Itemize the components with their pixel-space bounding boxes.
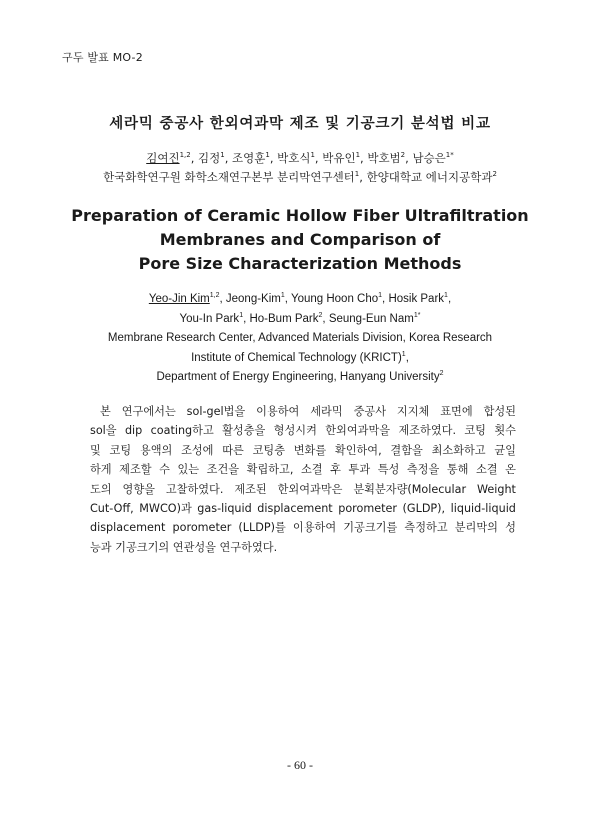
- abstract-word: 제조된: [234, 482, 267, 496]
- abstract-line: [90, 499, 516, 518]
- abstract-word: 따른: [222, 443, 244, 457]
- abstract-word: porometer: [338, 502, 398, 516]
- author-affil-sup: 2: [318, 311, 323, 319]
- author-separator: ,: [314, 151, 323, 165]
- abstract-word: 표면에: [440, 405, 473, 418]
- english-title-line: Pore Size Characterization Methods: [138, 254, 462, 273]
- abstract-word: 코팅층: [252, 443, 285, 457]
- author-name: Jeong-Kim: [225, 293, 281, 305]
- abstract-word: liquid-liquid: [450, 502, 516, 516]
- author-separator: ,: [269, 151, 278, 165]
- abstract-word: Cut-Off,: [90, 502, 134, 516]
- abstract-word: 후: [330, 463, 341, 477]
- abstract-word: 형성시켜: [273, 424, 317, 438]
- english-authors-line-1: [0, 290, 600, 310]
- author-separator: ,: [382, 293, 389, 305]
- author-affil-sup: 1,2: [179, 151, 191, 160]
- author-affil-sup: 1*: [445, 151, 454, 160]
- author-affil-sup: 1: [444, 292, 448, 300]
- abstract-word: 기공크기를: [343, 521, 398, 535]
- abstract-word: 이용하여: [292, 521, 337, 535]
- author-affil-sup: 1,2: [209, 292, 220, 300]
- author-name: Hosik Park: [388, 293, 445, 305]
- abstract-line: [90, 460, 516, 479]
- abstract-word: (GLDP),: [402, 502, 446, 516]
- author-name: Young Hoon Cho: [290, 293, 379, 305]
- author-name: 김정: [198, 151, 221, 165]
- english-affiliation-line-2: [0, 349, 600, 369]
- page-number: - 60 -: [287, 758, 313, 772]
- abstract-word: sol을: [90, 424, 117, 438]
- korean-affiliation: [0, 169, 600, 185]
- abstract-word: 이용하여: [256, 405, 300, 418]
- abstract-word: 세라믹: [310, 405, 343, 418]
- abstract-word: porometer: [172, 521, 232, 535]
- author-name: 김여진: [146, 151, 180, 165]
- english-title-line: Preparation of Ceramic Hollow Fiber Ultrafiltration: [71, 206, 529, 225]
- abstract-word: Weight: [476, 482, 516, 496]
- author-affil-sup: 1: [310, 151, 315, 160]
- author-name: 박호범: [367, 151, 401, 165]
- english-authors-line-2: [0, 310, 600, 330]
- abstract-word: gas-liquid: [197, 502, 252, 516]
- abstract-word: 성: [505, 521, 516, 535]
- affiliation-2-sup: 2: [492, 170, 497, 179]
- author-separator: ,: [284, 293, 291, 305]
- affiliation-sup: 2: [439, 370, 444, 378]
- abstract-word: 용액의: [139, 443, 173, 457]
- author-name: 박호식: [277, 151, 311, 165]
- author-name: Yeo-Jin Kim: [148, 293, 210, 305]
- abstract-word: 통해: [446, 463, 469, 477]
- korean-title: 세라믹 중공사 한외여과막 제조 및 기공크기 분석법 비교: [109, 116, 491, 132]
- affiliation-end: ,: [405, 351, 409, 364]
- abstract-word: displacement: [257, 502, 333, 516]
- affiliation-text: Institute of Chemical Technology (KRICT): [191, 351, 402, 364]
- abstract-word: 분리막의: [454, 521, 498, 535]
- abstract-word: 변화를: [293, 443, 327, 457]
- author-separator: ,: [219, 293, 226, 305]
- abstract-word: 측정을: [406, 463, 440, 477]
- abstract-word: 한외여과막은: [277, 482, 343, 496]
- abstract-word: displacement: [90, 521, 166, 535]
- english-affiliation-line-3: [0, 368, 600, 388]
- abstract-word: 횟수: [494, 424, 516, 438]
- abstract-word: 활성층을: [222, 424, 266, 438]
- abstract-word: 제조할: [119, 463, 152, 477]
- abstract-word: 지지체: [396, 405, 430, 418]
- author-name: 남승은: [412, 151, 446, 165]
- author-affil-sup: 1*: [413, 311, 421, 319]
- abstract-line: [90, 480, 516, 499]
- abstract-word: 결함을: [390, 443, 423, 457]
- abstract-word: 확립하고,: [246, 463, 294, 477]
- abstract-word: 고찰하였다.: [165, 482, 224, 496]
- author-name: Seung-Eun Nam: [328, 312, 414, 325]
- author-affil-sup: 1: [355, 151, 361, 160]
- abstract-word: 균일: [494, 443, 516, 457]
- english-authors-affiliation: [0, 290, 600, 388]
- author-separator: ,: [190, 151, 199, 165]
- abstract-word: 특성: [377, 463, 400, 477]
- english-title-line: Membranes and Comparison of: [159, 230, 441, 249]
- abstract-word: 분획분자량(Molecular: [353, 482, 467, 496]
- author-affil-sup: 1: [280, 292, 285, 300]
- affiliation-1-sup: 1: [354, 170, 360, 179]
- author-separator: ,: [447, 293, 452, 305]
- author-separator: ,: [224, 151, 233, 165]
- abstract-word: 연구에서는: [121, 405, 176, 418]
- abstract-word: 하게: [90, 463, 112, 477]
- abstract-word: 중공사: [353, 405, 386, 418]
- english-title: [0, 204, 600, 276]
- abstract-line: [90, 421, 516, 440]
- abstract-word: 합성된: [483, 405, 516, 418]
- author-affil-sup: 2: [400, 151, 406, 160]
- abstract-line: [90, 441, 516, 460]
- author-separator: ,: [243, 312, 250, 325]
- abstract-word: 코팅: [464, 424, 486, 438]
- affiliation-2: 한양대학교 에너지공학과: [366, 170, 493, 184]
- abstract-line: [90, 518, 516, 537]
- abstract-line: 능과 기공크기의 연관성을 연구하였다.: [90, 540, 278, 554]
- author-separator: ,: [405, 151, 413, 165]
- abstract-word: 소결: [476, 463, 498, 477]
- abstract-word: 측정하고: [404, 521, 448, 535]
- abstract-word: 확인하여,: [334, 443, 382, 457]
- author-affil-sup: 1: [378, 292, 383, 300]
- affiliation-sup: 1: [401, 350, 406, 358]
- abstract-word: MWCO)과: [139, 502, 192, 516]
- korean-authors: [0, 150, 600, 166]
- abstract-word: coating하고: [150, 424, 214, 438]
- abstract-word: 제조하였다.: [398, 424, 457, 438]
- abstract-word: 조건을: [206, 463, 240, 477]
- abstract-word: 소결: [300, 463, 323, 477]
- abstract-word: 있는: [177, 463, 200, 477]
- abstract-word: (LLDP)를: [238, 521, 286, 535]
- abstract-line: [90, 402, 516, 421]
- author-name: 조영훈: [232, 151, 266, 165]
- abstract-word: 영향을: [122, 482, 155, 496]
- abstract-word: 조성에: [181, 443, 214, 457]
- author-name: 박유인: [322, 151, 356, 165]
- abstract-word: 최소화하고: [431, 443, 486, 457]
- affiliation-1: 한국화학연구원 화학소재연구본부 분리막연구센터: [103, 170, 355, 184]
- abstract-word: 온: [505, 463, 516, 477]
- affiliation-separator: ,: [359, 170, 367, 184]
- affiliation-text: Department of Energy Engineering, Hanyang University: [156, 371, 440, 383]
- author-affil-sup: 1: [220, 151, 225, 160]
- abstract-word: 도의: [90, 482, 112, 496]
- author-affil-sup: 1: [265, 151, 270, 160]
- author-affil-sup: 1: [239, 311, 244, 319]
- abstract-word: 및: [90, 443, 101, 457]
- abstract-word: 한외여과막을: [325, 424, 391, 438]
- abstract-word: sol-gel법을: [186, 405, 246, 418]
- abstract-word: 본: [100, 405, 111, 418]
- author-name: You-In Park: [179, 312, 240, 325]
- abstract-body: [90, 402, 516, 557]
- abstract-word: 수: [159, 463, 170, 477]
- author-separator: ,: [360, 151, 368, 165]
- abstract-word: 코팅: [109, 443, 132, 457]
- author-name: Ho-Bum Park: [249, 312, 319, 325]
- abstract-word: 투과: [348, 463, 371, 477]
- session-label: 구두 발표 MO-2: [62, 51, 143, 64]
- author-separator: ,: [322, 312, 329, 325]
- english-affiliation-line-1: Membrane Research Center, Advanced Materials Division, Korea Research: [107, 332, 493, 344]
- abstract-word: dip: [124, 424, 143, 438]
